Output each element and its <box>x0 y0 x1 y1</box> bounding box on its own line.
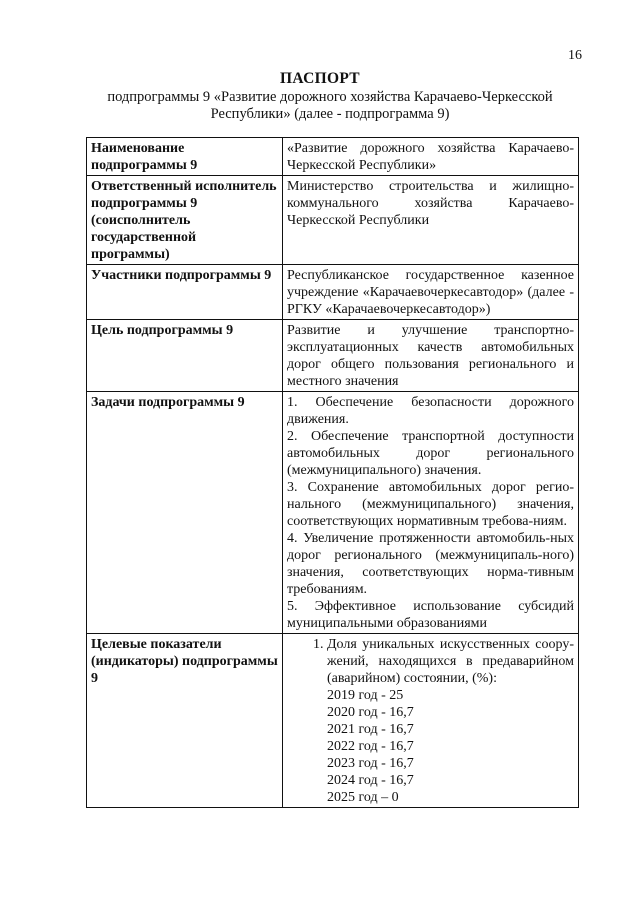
row-label-indicators: Целевые показатели (индикаторы) подпрограммы 9 <box>87 634 283 808</box>
task-item: 4. Увеличение протяженности автомобиль-ных дорог регионального (межмуниципаль-ного) значения, соответствующих норма-тивным требованиям. <box>287 531 574 597</box>
table-row <box>87 265 579 320</box>
row-value-participants: Республиканское государственное казенное учреждение «Карачаевочеркесавтодор» (далее - РГКУ «Карачаевочеркесавтодор») <box>283 265 579 320</box>
task-item: 2. Обеспечение транспортной доступности автомобильных дорог регионального (межмуниципального) значения. <box>287 429 574 478</box>
row-value-goal: Развитие и улучшение транспортно-эксплуатационных качеств автомобильных дорог общего пользования регионального и местного значения <box>283 320 579 392</box>
row-value-executor: Министерство строительства и жилищно-коммунального хозяйства Карачаево-Черкесской Республики <box>283 176 579 265</box>
table-row <box>87 392 579 634</box>
row-label-executor: Ответственный исполнитель подпрограммы 9 (соисполнитель государственной программы) <box>87 176 283 265</box>
row-value-name: «Развитие дорожного хозяйства Карачаево-Черкесской Республики» <box>283 138 579 176</box>
indicator-year-value: 2025 год – 0 <box>327 790 399 805</box>
row-value-tasks <box>283 392 579 634</box>
table-row <box>87 138 579 176</box>
row-label-participants: Участники подпрограммы 9 <box>87 265 283 320</box>
task-item: 5. Эффективное использование субсидий муниципальными образованиями <box>287 599 574 631</box>
document-title: ПАСПОРТ <box>280 70 360 87</box>
row-label-goal: Цель подпрограммы 9 <box>87 320 283 392</box>
indicator-year-value: 2023 год - 16,7 <box>327 756 414 771</box>
page-number: 16 <box>568 48 582 63</box>
indicator-year-value: 2024 год - 16,7 <box>327 773 414 788</box>
row-label-name: Наименование подпрограммы 9 <box>87 138 283 176</box>
indicator-item <box>327 636 574 806</box>
table-row <box>87 320 579 392</box>
passport-table <box>86 137 579 808</box>
document-subtitle: подпрограммы 9 «Развитие дорожного хозяйства Карачаево-Черкесской Республики» (далее - подпрограмма 9) <box>107 89 553 122</box>
table-row <box>87 634 579 808</box>
row-value-indicators <box>283 634 579 808</box>
indicator-year-value: 2019 год - 25 <box>327 688 404 703</box>
indicator-year-value: 2020 год - 16,7 <box>327 705 414 720</box>
task-item: 1. Обеспечение безопасности дорожного движения. <box>287 395 574 427</box>
indicator-year-value: 2021 год - 16,7 <box>327 722 414 737</box>
row-label-tasks: Задачи подпрограммы 9 <box>87 392 283 634</box>
table-row <box>87 176 579 265</box>
task-item: 3. Сохранение автомобильных дорог регио-нального (межмуниципального) значения, соответствующих нормативным требова-ниям. <box>287 480 574 529</box>
indicator-year-value: 2022 год - 16,7 <box>327 739 414 754</box>
indicator-text: Доля уникальных искусственных соору-жений, находящихся в предаварийном (аварийном) состоянии, (%): <box>327 637 574 686</box>
indicator-list <box>287 636 574 806</box>
